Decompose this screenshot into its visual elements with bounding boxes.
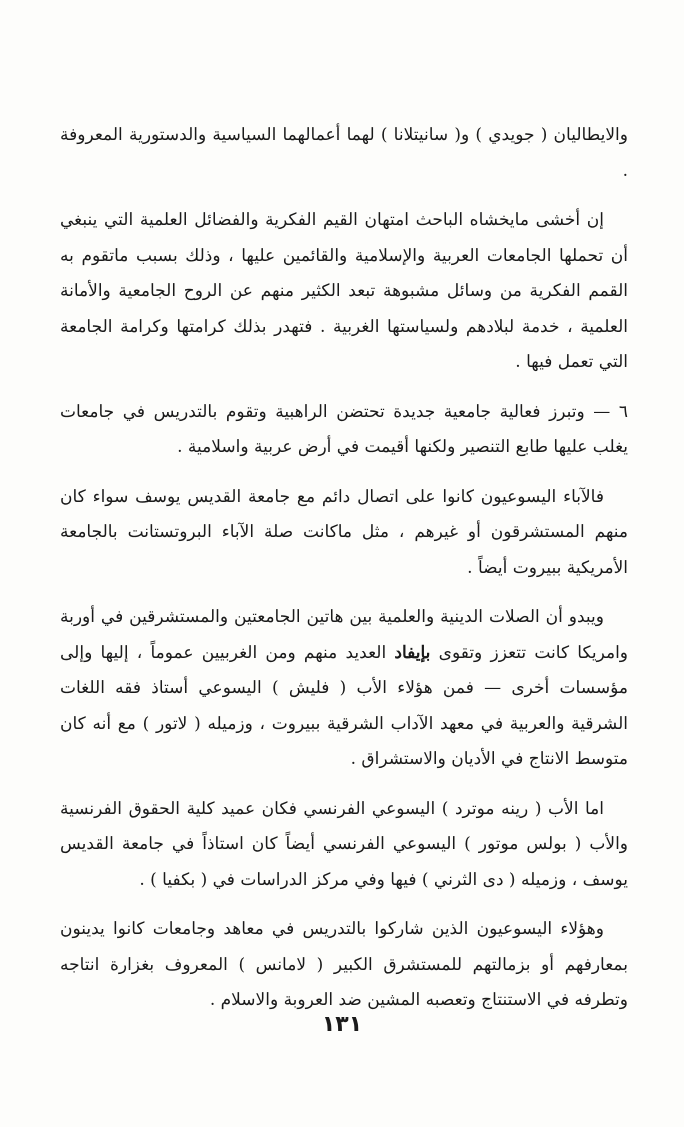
emphasized-word: بإيفاد	[394, 642, 431, 663]
paragraph-text-after: العديد منهم ومن الغربيين عموماً ، إليها وإلى مؤسسات أخرى — فمن هؤلاء الأب ( فليش ) اليسوعي أستاذ فقه اللغات الشرقية والعربية في معهد الآداب الشرقية ببيروت ، وزميله ( لاتور ) مع أنه كان متوسط الانتاج في الأديان والاستشراق .	[60, 642, 628, 769]
paragraph-researcher-concern: إن أخشى مايخشاه الباحث امتهان القيم الفكرية والفضائل العلمية التي ينبغي أن تحملها الجامعات العربية والإسلامية والقائمين عليها ، وذلك بسبب ماتقوم به القمم الفكرية من وسائل مشبوهة تبعد الكثير منهم عن الروح الجامعية والأمانة العلمية ، خدمة لبلادهم ولسياستها الغربية . فتهدر بذلك كرامتها وكرامة الجامعة التي تعمل فيها .	[60, 210, 628, 372]
paragraph-point-six: ٦ — وتبرز فعالية جامعية جديدة تحتضن الراهبية وتقوم بالتدريس في جامعات يغلب عليها طابع التنصير ولكنها أقيمت في أرض عربية واسلامية .	[60, 401, 628, 457]
body-text	[60, 118, 628, 1033]
page-number: ١٣١	[321, 1012, 363, 1037]
paragraph-jesuit-fathers: فالآباء اليسوعيون كانوا على اتصال دائم مع جامعة القديس يوسف سواء كان منهم المستشرقون أو غيرهم ، مثل ماكانت صلة الآباء البروتستانت بالجامعة الأمريكية ببيروت أيضاً .	[60, 486, 628, 578]
paragraph-lammens: وهؤلاء اليسوعيون الذين شاركوا بالتدريس في معاهد وجامعات كانوا يدينون بمعارفهم أو بزمالتهم للمستشرق الكبير ( لامانس ) المعروف بغزارة انتاجه وتطرفه في الاستنتاج وتعصبه المشين ضد العروبة والاسلام .	[60, 919, 628, 1010]
paragraph-french-jesuits: اما الأب ( رينه موترد ) اليسوعي الفرنسي فكان عميد كلية الحقوق الفرنسية والأب ( بولس موتور ) اليسوعي الفرنسي أيضاً كان استاذاً في جامعة القديس يوسف ، وزميله ( دى الثرني ) فيها وفي مركز الدراسات في ( بكفيا ) .	[60, 798, 628, 890]
paragraph-text-before: ويبدو أن الصلات الدينية والعلمية بين هاتين الجامعتين والمستشرقين في أوربة وامريكا كانت تتعزز وتقوى	[60, 607, 629, 663]
paragraph-religious-scientific-links	[60, 600, 628, 778]
paragraph-italian-orientalists: والايطاليان ( جويدي ) و( سانيتلانا ) لهما أعمالهما السياسية والدستورية المعروفة .	[60, 125, 628, 181]
